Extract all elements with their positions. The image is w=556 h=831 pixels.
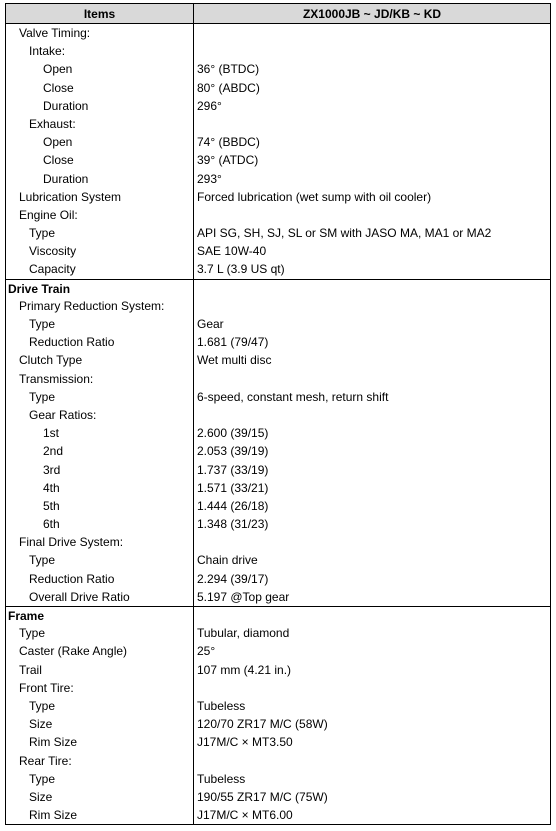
row-label: Type xyxy=(6,551,194,569)
table-row xyxy=(6,260,550,278)
row-value: Tubeless xyxy=(197,771,246,786)
spec-table xyxy=(5,3,551,825)
row-value: 36° (BTDC) xyxy=(197,62,260,77)
table-row xyxy=(6,806,550,824)
table-row xyxy=(6,715,550,733)
section-frame xyxy=(6,606,550,624)
table-row xyxy=(6,370,550,388)
row-label: Size xyxy=(6,788,194,806)
row-label: Type xyxy=(6,770,194,788)
table-row xyxy=(6,788,550,806)
row-value: 25° xyxy=(197,644,216,659)
section-title: Drive Train xyxy=(6,280,194,297)
table-row xyxy=(6,170,550,188)
table-row xyxy=(6,515,550,533)
row-label: 1st xyxy=(6,424,194,442)
row-value: API SG, SH, SJ, SL or SM with JASO MA, MA1 or MA2 xyxy=(197,226,492,241)
row-value: J17M/C × MT3.50 xyxy=(197,735,293,750)
row-value: 2.053 (39/19) xyxy=(197,444,269,459)
row-label: Front Tire: xyxy=(6,679,194,697)
table-row xyxy=(6,315,550,333)
row-label: Duration xyxy=(6,97,194,115)
row-label: 2nd xyxy=(6,442,194,460)
row-value: 5.197 @Top gear xyxy=(197,589,290,604)
section-drive-train xyxy=(6,279,550,297)
row-label: Final Drive System: xyxy=(6,533,194,551)
row-label: Open xyxy=(6,60,194,78)
row-label: 4th xyxy=(6,479,194,497)
row-label: Lubrication System xyxy=(6,188,194,206)
row-label: Intake: xyxy=(6,42,194,60)
row-value: Gear xyxy=(197,317,224,331)
row-value: 1.571 (33/21) xyxy=(197,480,269,495)
row-value xyxy=(194,297,550,315)
row-label: Rim Size xyxy=(6,733,194,751)
frame-section xyxy=(6,624,550,824)
table-row xyxy=(6,388,550,406)
row-value: 2.294 (39/17) xyxy=(197,571,269,586)
table-row xyxy=(6,442,550,460)
table-header xyxy=(6,4,550,24)
table-row xyxy=(6,188,550,206)
row-value: 107 mm (4.21 in.) xyxy=(197,662,292,677)
table-row xyxy=(6,351,550,369)
row-label: Capacity xyxy=(6,260,194,278)
row-value xyxy=(194,24,550,42)
row-value: 2.600 (39/15) xyxy=(197,426,269,441)
table-row xyxy=(6,770,550,788)
row-label: Duration xyxy=(6,170,194,188)
row-label: Type xyxy=(6,224,194,242)
row-value: Tubeless xyxy=(197,698,246,713)
row-label: Primary Reduction System: xyxy=(6,297,194,315)
table-row xyxy=(6,479,550,497)
row-value: 1.444 (26/18) xyxy=(197,498,269,513)
row-label: Reduction Ratio xyxy=(6,570,194,588)
table-row xyxy=(6,79,550,97)
table-row xyxy=(6,461,550,479)
table-row xyxy=(6,661,550,679)
row-label: Clutch Type xyxy=(6,351,194,369)
row-label: Close xyxy=(6,151,194,169)
table-row xyxy=(6,224,550,242)
row-label: Viscosity xyxy=(6,242,194,260)
row-value: Forced lubrication (wet sump with oil cooler) xyxy=(197,189,432,204)
drive-train-section xyxy=(6,297,550,606)
header-items: Items xyxy=(6,4,194,23)
table-row xyxy=(6,206,550,224)
row-label: Type xyxy=(6,388,194,406)
row-value: 1.737 (33/19) xyxy=(197,462,269,477)
row-value: 1.348 (31/23) xyxy=(197,517,269,532)
table-row xyxy=(6,133,550,151)
row-value: 39° (ATDC) xyxy=(197,153,259,168)
row-value xyxy=(194,679,550,697)
table-row xyxy=(6,697,550,715)
row-value: 3.7 L (3.9 US qt) xyxy=(197,262,285,277)
table-row xyxy=(6,24,550,42)
row-label: Trail xyxy=(6,661,194,679)
row-label: Caster (Rake Angle) xyxy=(6,642,194,660)
row-label: 5th xyxy=(6,497,194,515)
row-label: Type xyxy=(6,315,194,333)
row-value: 74° (BBDC) xyxy=(197,135,260,150)
table-row xyxy=(6,151,550,169)
engine-section xyxy=(6,24,550,279)
table-row xyxy=(6,60,550,78)
table-row xyxy=(6,297,550,315)
row-value: 6-speed, constant mesh, return shift xyxy=(197,389,389,404)
row-value: 190/55 ZR17 M/C (75W) xyxy=(197,789,328,804)
table-row xyxy=(6,752,550,770)
table-row xyxy=(6,42,550,60)
table-row xyxy=(6,97,550,115)
header-model: ZX1000JB ~ JD/KB ~ KD xyxy=(302,7,442,21)
table-row xyxy=(6,533,550,551)
row-value: Chain drive xyxy=(197,553,258,568)
row-label: Transmission: xyxy=(6,370,194,388)
row-label: Valve Timing: xyxy=(6,24,194,42)
row-value: Wet multi disc xyxy=(197,353,272,368)
table-row xyxy=(6,679,550,697)
row-value: Tubular, diamond xyxy=(197,626,290,641)
row-value xyxy=(194,533,550,551)
row-value xyxy=(194,752,550,770)
table-row xyxy=(6,497,550,515)
row-label: Engine Oil: xyxy=(6,206,194,224)
row-label: Gear Ratios: xyxy=(6,406,194,424)
table-row xyxy=(6,115,550,133)
row-value: 1.681 (79/47) xyxy=(197,335,269,350)
table-row xyxy=(6,333,550,351)
row-value xyxy=(194,42,550,60)
table-row xyxy=(6,242,550,260)
row-label: Type xyxy=(6,697,194,715)
row-value: 296° xyxy=(197,98,222,113)
row-value xyxy=(194,206,550,224)
row-value xyxy=(194,115,550,133)
row-label: Overall Drive Ratio xyxy=(6,588,194,606)
table-row xyxy=(6,406,550,424)
table-row xyxy=(6,551,550,569)
row-value: 293° xyxy=(197,171,222,186)
section-title: Frame xyxy=(6,607,194,624)
row-label: 3rd xyxy=(6,461,194,479)
row-value: 80° (ABDC) xyxy=(197,80,260,95)
table-row xyxy=(6,733,550,751)
row-label: Open xyxy=(6,133,194,151)
row-value: 120/70 ZR17 M/C (58W) xyxy=(197,717,328,732)
row-value: SAE 10W-40 xyxy=(197,244,267,259)
row-label: 6th xyxy=(6,515,194,533)
table-row xyxy=(6,424,550,442)
row-label: Type xyxy=(6,624,194,642)
row-label: Exhaust: xyxy=(6,115,194,133)
row-label: Close xyxy=(6,79,194,97)
row-label: Rear Tire: xyxy=(6,752,194,770)
row-value xyxy=(194,406,550,424)
row-label: Rim Size xyxy=(6,806,194,824)
table-row xyxy=(6,624,550,642)
table-row xyxy=(6,642,550,660)
row-label: Size xyxy=(6,715,194,733)
table-row xyxy=(6,588,550,606)
row-value: J17M/C × MT6.00 xyxy=(197,808,293,823)
row-label: Reduction Ratio xyxy=(6,333,194,351)
row-value xyxy=(194,370,550,388)
table-row xyxy=(6,570,550,588)
